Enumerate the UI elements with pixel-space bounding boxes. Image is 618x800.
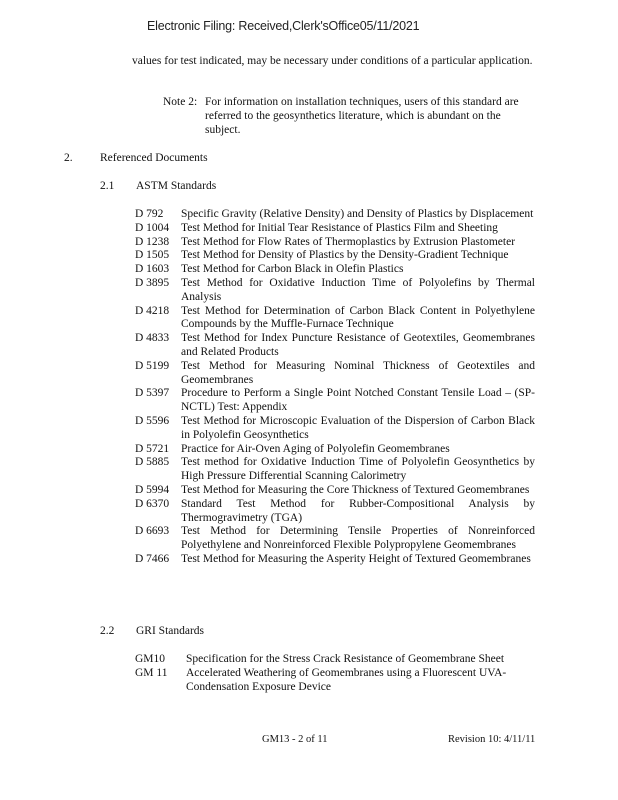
page-number: GM13 - 2 of 11 (262, 734, 328, 745)
reference-description: Specific Gravity (Relative Density) and Density of Plastics by Displacement (181, 208, 534, 220)
subsection-number: 2.2 (100, 625, 115, 637)
reference-code: D 6370 (135, 497, 170, 510)
reference-description: Procedure to Perform a Single Point Notched Constant Tensile Load – (SP-NCTL) Test: Appendix (181, 387, 535, 414)
reference-description: Practice for Air-Oven Aging of Polyolefin Geomembranes (181, 442, 450, 455)
reference-code: D 3895 (135, 276, 170, 289)
note-text: For information on installation techniques, users of this standard are referred to the geosynthetics literature, which is abundant on the subject. (205, 96, 519, 136)
reference-code: GM 11 (135, 666, 168, 679)
note-label: Note 2: (163, 96, 198, 108)
reference-item (135, 249, 535, 263)
reference-description: Test Method for Index Puncture Resistance of Geotextiles, Geomembranes and Related Products (181, 332, 535, 358)
reference-code: D 1603 (135, 263, 170, 276)
reference-item (135, 456, 535, 484)
reference-code: D 5199 (135, 359, 170, 372)
reference-item (135, 387, 535, 415)
reference-description: Test Method for Density of Plastics by the Density-Gradient Technique (181, 249, 509, 262)
reference-item (135, 415, 535, 443)
reference-item (135, 667, 535, 695)
reference-description: Accelerated Weathering of Geomembranes using a Fluorescent UVA-Condensation Exposure Device (186, 666, 507, 693)
reference-item (135, 484, 535, 498)
intro-paragraph: values for test indicated, may be necessary under conditions of a particular application. (132, 55, 533, 67)
reference-item (135, 263, 535, 277)
reference-description: Test Method for Initial Tear Resistance of Plastics Film and Sheeting (181, 221, 498, 234)
reference-description: Test Method for Measuring the Asperity Height of Textured Geomembranes (181, 552, 531, 565)
reference-item (135, 525, 535, 553)
reference-description: Specification for the Stress Crack Resistance of Geomembrane Sheet (186, 653, 505, 665)
reference-item (135, 360, 535, 388)
reference-item (135, 208, 535, 222)
reference-item (135, 305, 535, 333)
reference-item (135, 332, 535, 360)
reference-item (135, 277, 535, 305)
reference-item (135, 236, 535, 250)
reference-item (135, 498, 535, 526)
reference-description: Test Method for Measuring Nominal Thickness of Geotextiles and Geomembranes (181, 359, 535, 386)
reference-item (135, 653, 535, 667)
reference-description: Test Method for Microscopic Evaluation of the Dispersion of Carbon Black in Polyolefin Geosynthetics (181, 414, 535, 441)
reference-code: D 4218 (135, 304, 170, 317)
revision-label: Revision 10: 4/11/11 (448, 734, 536, 745)
reference-description: Test method for Oxidative Induction Time of Polyolefin Geosynthetics by High Pressure Differential Scanning Calorimetry (181, 456, 535, 483)
reference-description: Test Method for Determination of Carbon Black Content in Polyethylene Compounds by the Muffle-Furnace Technique (181, 304, 535, 331)
reference-description: Test Method for Determining Tensile Properties of Nonreinforced Polyethylene and Nonreinforced Flexible Polypropylene Geomembranes (181, 525, 535, 552)
reference-code: D 5885 (135, 456, 170, 469)
reference-code: D 5721 (135, 442, 170, 455)
reference-code: D 1004 (135, 221, 170, 234)
reference-code: D 4833 (135, 332, 170, 345)
reference-code: D 5596 (135, 414, 170, 427)
reference-description: Standard Test Method for Rubber-Compositional Analysis by Thermogravimetry (TGA) (181, 497, 535, 524)
reference-code: GM10 (135, 653, 166, 665)
reference-code: D 1505 (135, 249, 170, 262)
filing-stamp-header: Electronic Filing: Received,Clerk'sOffice05/11/2021 (147, 19, 420, 33)
astm-standards-list (135, 208, 535, 567)
reference-description: Test Method for Oxidative Induction Time of Polyolefins by Thermal Analysis (181, 276, 535, 303)
section-number: 2. (64, 152, 73, 164)
note-2 (163, 96, 523, 137)
gri-standards-list (135, 653, 535, 694)
reference-code: D 5994 (135, 483, 170, 496)
reference-code: D 792 (135, 208, 164, 220)
reference-description: Test Method for Flow Rates of Thermoplastics by Extrusion Plastometer (181, 235, 516, 248)
subsection-title: ASTM Standards (136, 180, 217, 192)
reference-item (135, 222, 535, 236)
reference-code: D 7466 (135, 552, 170, 565)
reference-item (135, 443, 535, 457)
reference-item (135, 553, 535, 567)
reference-description: Test Method for Carbon Black in Olefin Plastics (181, 263, 404, 276)
reference-description: Test Method for Measuring the Core Thickness of Textured Geomembranes (181, 483, 530, 496)
section-title: Referenced Documents (100, 152, 208, 164)
subsection-title: GRI Standards (136, 625, 205, 637)
reference-code: D 5397 (135, 387, 170, 400)
reference-code: D 6693 (135, 525, 170, 538)
reference-code: D 1238 (135, 235, 170, 248)
subsection-number: 2.1 (100, 180, 115, 192)
